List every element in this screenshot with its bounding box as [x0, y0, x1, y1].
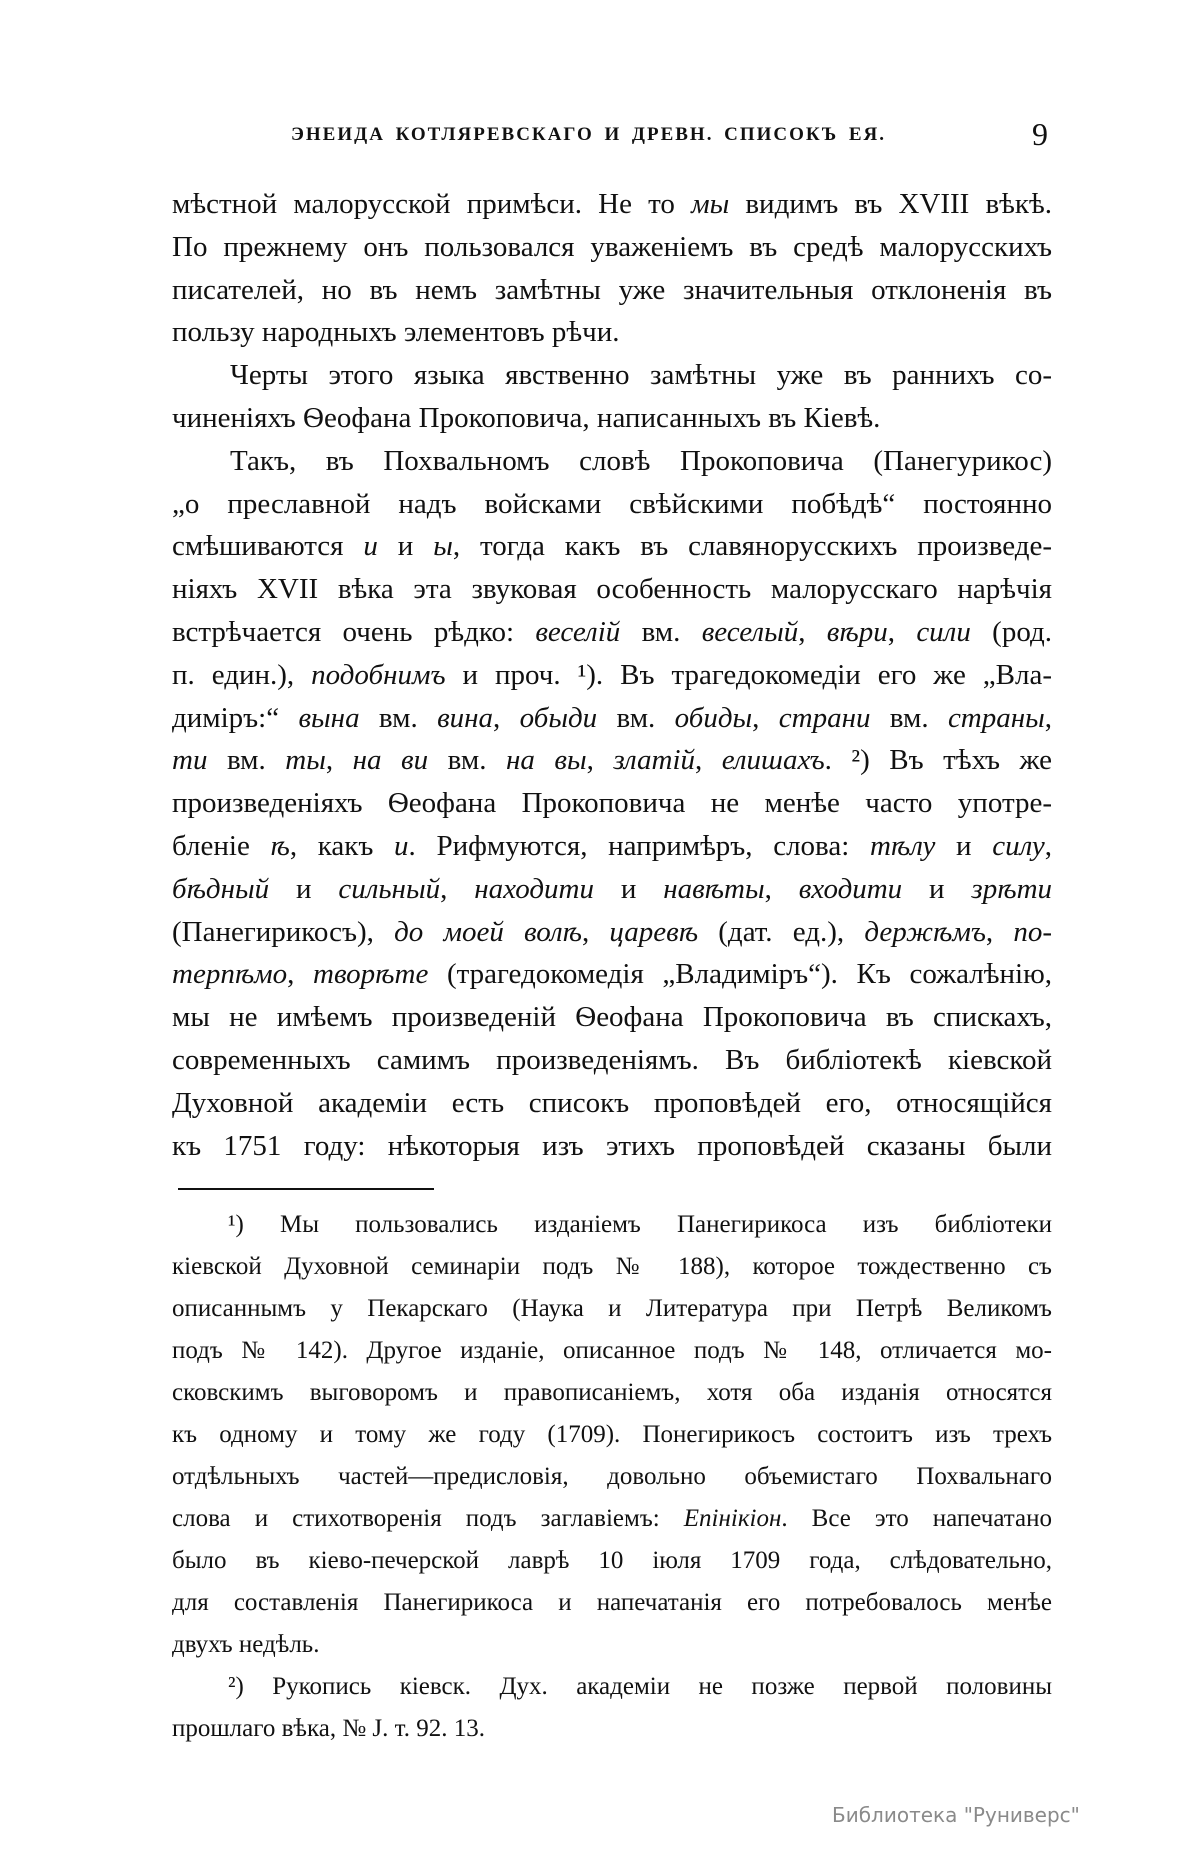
- text-span: произведеніяхъ Ѳеофана Прокоповича не менѣе часто употре-: [172, 787, 1052, 820]
- italic-text: страны: [947, 701, 1045, 734]
- italic-text: входити: [798, 872, 903, 905]
- text-span: чиненіяхъ Ѳеофана Прокоповича, написанныхъ въ Кіевѣ.: [172, 401, 881, 434]
- text-span: (трагедокомедія „Владиміръ“). Къ сожалѣнію,: [428, 958, 1053, 991]
- body-line: [172, 397, 1052, 440]
- text-span: было въ кіево-печерской лаврѣ 10 іюля 1709 года, слѣдовательно,: [172, 1547, 1052, 1574]
- text-span: По прежнему онъ пользовался уваженіемъ въ средѣ малорусскихъ: [172, 230, 1052, 263]
- italic-text: обиды: [674, 701, 753, 734]
- text-span: писателей, но въ немъ замѣтны уже значительныя отклоненія въ: [172, 273, 1052, 306]
- text-span: описаннымъ у Пекарскаго (Наука и Литература при Петрѣ Великомъ: [172, 1295, 1052, 1322]
- footnote-line: [172, 1582, 1052, 1624]
- italic-text: до моей волѣ: [394, 915, 582, 948]
- italic-text: на вы: [506, 744, 587, 777]
- body-line: [172, 911, 1052, 954]
- italic-text: и: [363, 530, 378, 563]
- text-span: и: [269, 872, 339, 905]
- body-line: [172, 226, 1052, 269]
- text-span: ,: [581, 915, 610, 948]
- body-line: [172, 654, 1052, 697]
- body-line: [172, 782, 1052, 825]
- italic-text: силу: [992, 829, 1045, 862]
- italic-text: страни: [778, 701, 871, 734]
- italic-text: сили: [916, 615, 971, 648]
- italic-text: ы: [433, 530, 453, 563]
- body-line: [172, 1125, 1052, 1168]
- text-span: ¹) Мы пользовались изданіемъ Панегирикоса изъ библіотеки: [228, 1211, 1052, 1238]
- italic-text: на ви: [352, 744, 429, 777]
- body-line: [172, 611, 1052, 654]
- italic-text: Епінікіон: [683, 1505, 782, 1532]
- text-span: вм.: [359, 701, 438, 734]
- italic-text: веселый: [701, 615, 799, 648]
- text-span: вм.: [870, 701, 948, 734]
- body-line: [172, 1082, 1052, 1125]
- text-span: вм.: [620, 615, 702, 648]
- text-span: ,: [752, 701, 779, 734]
- text-span: диміръ:“: [172, 701, 299, 734]
- italic-text: тѣлу: [869, 829, 936, 862]
- italic-text: обыди: [519, 701, 598, 734]
- text-span: для составленія Панегирикоса и напечатанія его потребовалось менѣе: [172, 1589, 1052, 1616]
- italic-text: златій: [613, 744, 695, 777]
- italic-text: вѣри: [826, 615, 888, 648]
- italic-text: вина: [437, 701, 494, 734]
- italic-text: елишахъ: [721, 744, 825, 777]
- body-line: [172, 868, 1052, 911]
- italic-text: ѣ: [270, 829, 290, 862]
- text-span: современныхъ самимъ произведеніямъ. Въ библіотекѣ кіевской: [172, 1043, 1052, 1076]
- text-span: слова и стихотворенія подъ заглавіемъ:: [172, 1505, 684, 1532]
- body-line: [172, 183, 1052, 226]
- italic-text: вына: [298, 701, 360, 734]
- text-span: сковскимъ выговоромъ и правописаніемъ, хотя оба изданія относятся: [172, 1379, 1052, 1406]
- text-span: и: [902, 872, 972, 905]
- text-span: пользу народныхъ элементовъ рѣчи.: [172, 316, 620, 349]
- body-text: [172, 183, 1052, 1167]
- footnote-divider: [178, 1188, 434, 1190]
- text-span: ,: [887, 615, 917, 648]
- text-span: бленіе: [172, 829, 271, 862]
- text-span: ,: [985, 915, 1014, 948]
- text-span: ,: [1044, 701, 1053, 734]
- footnote-line: [172, 1498, 1052, 1540]
- body-line: [172, 354, 1052, 397]
- italic-text: бѣдный: [172, 872, 270, 905]
- text-span: ,: [325, 744, 353, 777]
- footnote-line: [172, 1372, 1052, 1414]
- italic-text: царевѣ: [609, 915, 699, 948]
- italic-text: терпѣмо: [172, 958, 288, 991]
- body-line: [172, 483, 1052, 526]
- footnote-line: [172, 1204, 1052, 1246]
- italic-text: по-: [1013, 915, 1052, 948]
- text-span: и проч. ¹). Въ трагедокомедіи его же „Вла-: [445, 658, 1052, 691]
- body-line: [172, 525, 1052, 568]
- text-span: прошлаго вѣка, № J. т. 92. 13.: [172, 1715, 485, 1742]
- text-span: двухъ недѣль.: [172, 1631, 320, 1658]
- text-span: и: [593, 872, 664, 905]
- italic-text: творѣте: [313, 958, 429, 991]
- text-span: Черты этого языка явственно замѣтны уже въ раннихъ со-: [230, 359, 1052, 392]
- text-span: встрѣчается очень рѣдко:: [172, 615, 536, 648]
- italic-text: навѣты: [663, 872, 765, 905]
- text-span: п. един.),: [172, 658, 312, 691]
- text-span: (Панегирикосъ),: [172, 915, 395, 948]
- text-span: къ одному и тому же году (1709). Понегирикосъ состоитъ изъ трехъ: [172, 1421, 1052, 1448]
- footnote-line: [172, 1708, 1052, 1750]
- body-line: [172, 739, 1052, 782]
- body-line: [172, 1039, 1052, 1082]
- footnote-line: [172, 1288, 1052, 1330]
- text-span: отдѣльныхъ частей—предисловія, довольно объемистаго Похвальнаго: [172, 1463, 1052, 1490]
- text-span: и: [935, 829, 993, 862]
- text-span: , какъ: [289, 829, 395, 862]
- text-span: ,: [764, 872, 799, 905]
- body-line: [172, 269, 1052, 312]
- body-line: [172, 996, 1052, 1039]
- text-span: видимъ въ XVIII вѣкѣ.: [729, 188, 1052, 220]
- text-span: вм.: [428, 744, 506, 777]
- text-span: ,: [493, 701, 520, 734]
- italic-text: и: [394, 829, 409, 862]
- text-span: . Все это напечатано: [781, 1505, 1052, 1532]
- text-span: Такъ, въ Похвальномъ словѣ Прокоповича (Панегурикос): [230, 444, 1052, 477]
- body-line: [172, 440, 1052, 483]
- text-span: вм.: [597, 701, 675, 734]
- text-span: ,: [1044, 829, 1052, 862]
- page-number: 9: [1032, 116, 1048, 152]
- italic-text: находити: [474, 872, 594, 905]
- text-span: подъ № 142). Другое изданіе, описанное подъ № 148, отличается мо-: [172, 1337, 1052, 1364]
- footnote-line: [172, 1330, 1052, 1372]
- text-span: (дат. ед.),: [698, 915, 865, 948]
- italic-text: зрѣти: [971, 872, 1053, 905]
- text-span: (род.: [970, 615, 1052, 648]
- italic-text: подобнимъ: [311, 658, 446, 691]
- footnote-line: [172, 1624, 1052, 1666]
- text-span: кіевской Духовной семинаріи подъ № 188), которое тождественно съ: [172, 1253, 1052, 1280]
- footnote-line: [172, 1540, 1052, 1582]
- body-line: [172, 825, 1052, 868]
- text-span: , тогда какъ въ славянорусскихъ произведе-: [452, 530, 1052, 563]
- text-span: вм.: [207, 744, 286, 777]
- running-title: ЭНЕИДА КОТЛЯРЕВСКАГО И ДРЕВН. СПИСОКЪ ЕЯ.: [291, 124, 886, 145]
- text-span: къ 1751 году: нѣкоторыя изъ этихъ проповѣдей сказаны были: [172, 1129, 1052, 1162]
- text-span: мы не имѣемъ произведеній Ѳеофана Прокоповича въ спискахъ,: [172, 1001, 1052, 1034]
- body-line: [172, 568, 1052, 611]
- body-line: [172, 953, 1052, 996]
- italic-text: сильный: [338, 872, 441, 905]
- library-watermark: Библиотека "Руниверс": [832, 1803, 1080, 1827]
- footnotes: [172, 1204, 1052, 1750]
- body-line: [172, 311, 1052, 354]
- italic-text: веселій: [535, 615, 621, 648]
- footnote-line: [172, 1456, 1052, 1498]
- text-span: смѣшиваются: [172, 530, 364, 563]
- italic-text: ти: [172, 744, 208, 777]
- text-span: „о преславной надъ войсками свѣйскими побѣдѣ“ постоянно: [172, 487, 1052, 520]
- text-span: ,: [287, 958, 314, 991]
- text-span: ,: [586, 744, 614, 777]
- body-line: [172, 697, 1052, 740]
- text-span: . ²) Въ тѣхъ же: [824, 744, 1052, 777]
- text-span: мѣстной малорусской примѣси. Не то: [172, 188, 692, 220]
- text-span: ,: [440, 872, 475, 905]
- italic-text: ты: [285, 744, 326, 777]
- text-span: Духовной академіи есть списокъ проповѣдей его, относящійся: [172, 1086, 1052, 1119]
- text-span: и: [377, 530, 434, 563]
- footnote-line: [172, 1414, 1052, 1456]
- text-span: ,: [798, 615, 827, 648]
- italic-text: мы: [691, 188, 730, 220]
- footnote-line: [172, 1666, 1052, 1708]
- footnote-line: [172, 1246, 1052, 1288]
- text-span: . Рифмуются, напримѣръ, слова:: [408, 829, 870, 862]
- italic-text: держѣмъ: [864, 915, 986, 948]
- text-span: ,: [695, 744, 722, 777]
- text-span: ²) Рукопись кіевск. Дух. академіи не позже первой половины: [228, 1673, 1052, 1700]
- text-span: ніяхъ XVII вѣка эта звуковая особенность малорусскаго нарѣчія: [172, 573, 1052, 606]
